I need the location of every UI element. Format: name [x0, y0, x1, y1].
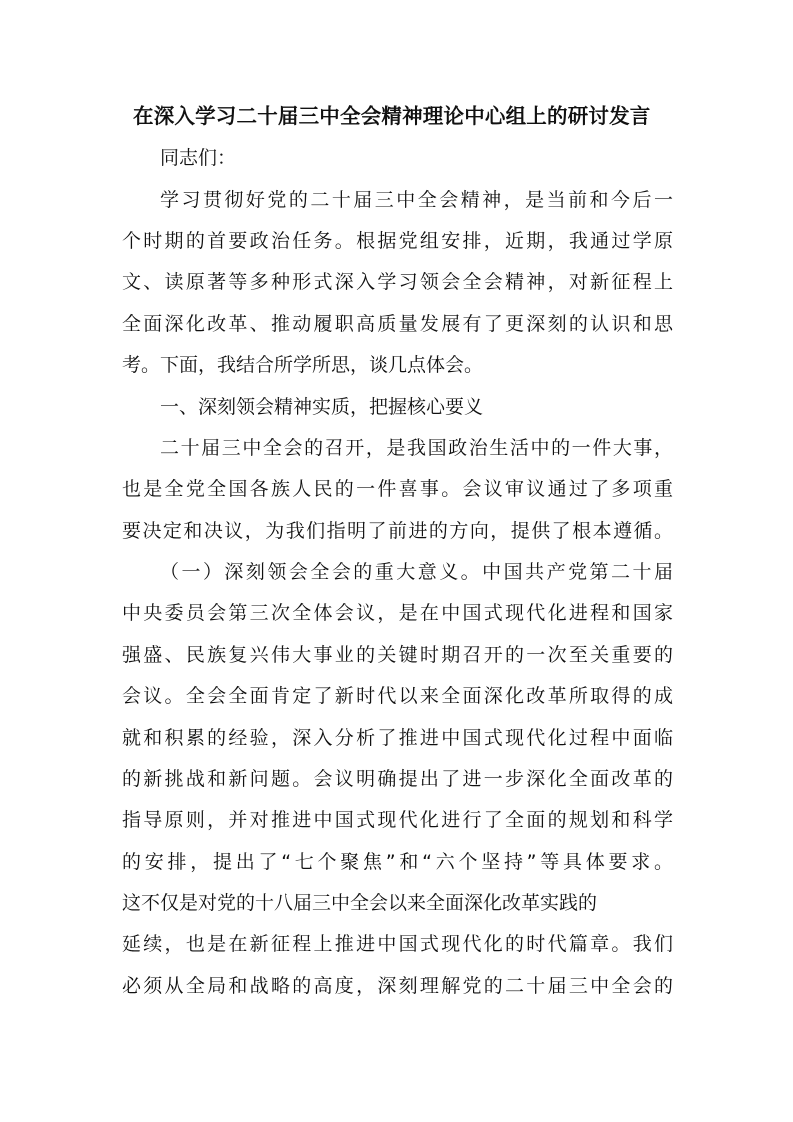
document-title: 在深入学习二十届三中全会精神理论中心组上的研讨发言 — [133, 104, 651, 128]
paragraph-line: 中央委员会第三次全体会议，是在中国式现代化进程和国家 — [122, 602, 673, 624]
paragraph-line: 全面深化改革、推动履职高质量发展有了更深刻的认识和思 — [122, 313, 673, 335]
paragraph-line: 文、读原著等多种形式深入学习领会全会精神，对新征程上 — [122, 271, 673, 293]
paragraph-line: 也是全党全国各族人民的一件喜事。会议审议通过了多项重 — [122, 478, 673, 500]
paragraph-line: 会议。全会全面肯定了新时代以来全面深化改革所取得的成 — [122, 685, 673, 707]
paragraph-line: 强盛、民族复兴伟大事业的关键时期召开的一次至关重要的 — [122, 644, 673, 666]
paragraph-line: 考。下面，我结合所学所思，谈几点体会。 — [122, 354, 484, 376]
paragraph-line: 二十届三中全会的召开，是我国政治生活中的一件大事， — [160, 437, 673, 459]
paragraph-line: 就和积累的经验，深入分析了推进中国式现代化过程中面临 — [122, 727, 673, 749]
paragraph-line: 要决定和决议，为我们指明了前进的方向，提供了根本遵循。 — [122, 520, 673, 542]
paragraph-line: 指导原则，并对推进中国式现代化进行了全面的规划和科学 — [122, 809, 673, 831]
salutation: 同志们： — [160, 147, 237, 169]
paragraph-line: （一）深刻领会全会的重大意义。中国共产党第二十届 — [160, 561, 673, 583]
paragraph-line: 的安排，提出了“七个聚焦”和“六个坚持”等具体要求。 — [122, 851, 673, 873]
paragraph-line: 个时期的首要政治任务。根据党组安排，近期，我通过学原 — [122, 230, 673, 252]
paragraph-line: 延续，也是在新征程上推进中国式现代化的时代篇章。我们 — [122, 933, 673, 955]
paragraph-line: 这不仅是对党的十八届三中全会以来全面深化改革实践的 — [122, 892, 598, 914]
section-heading: 一、深刻领会精神实质，把握核心要义 — [160, 396, 484, 418]
paragraph-line: 必须从全局和战略的高度，深刻理解党的二十届三中全会的 — [122, 975, 673, 997]
paragraph-line: 的新挑战和新问题。会议明确提出了进一步深化全面改革的 — [122, 768, 673, 790]
paragraph-line: 学习贯彻好党的二十届三中全会精神，是当前和今后一 — [160, 189, 673, 211]
